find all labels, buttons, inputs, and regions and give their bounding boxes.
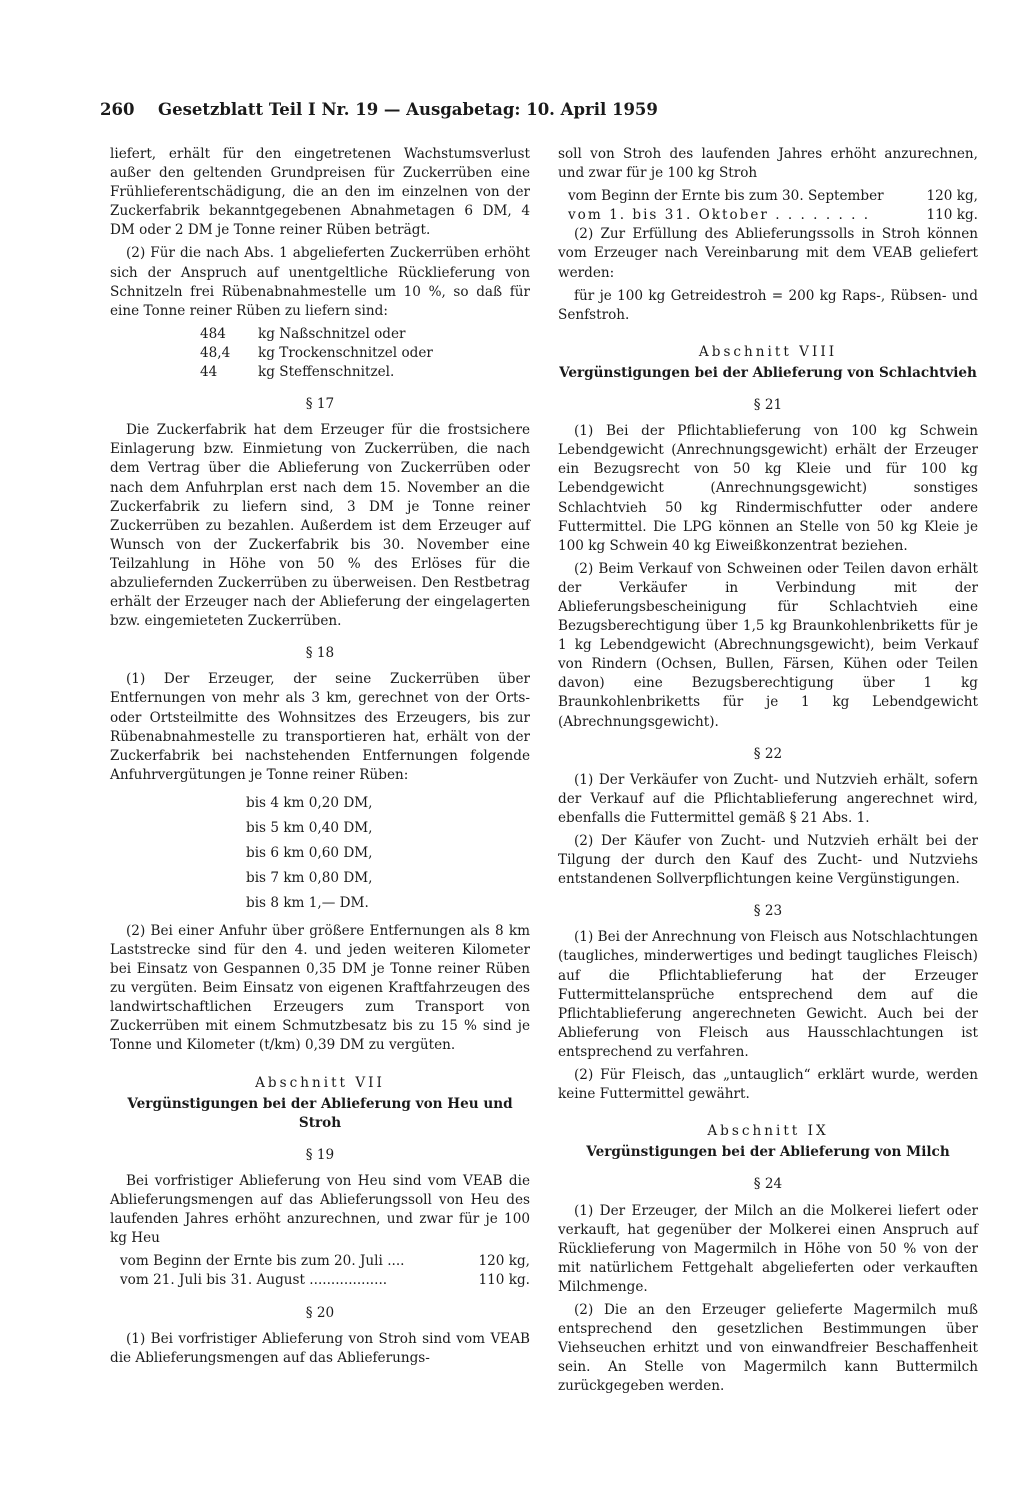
paragraph: (1) Der Verkäufer von Zucht- und Nutzvieh erhält, sofern der Verkauf auf die Pflichtablieferung angerechnet wird, ebenfalls die Futtermittel gemäß § 21 Abs. 1. bbox=[558, 771, 978, 826]
abschnitt-title: Vergünstigungen bei der Ablieferung von Schlachtvieh bbox=[559, 364, 977, 381]
paragraph: (1) Bei der Pflichtablieferung von 100 kg Schwein Lebendgewicht (Anrechnungsgewicht) erhält der Erzeuger ein Bezugsrecht von 50 kg Kleie und für 100 kg Lebendgewicht (Anrechnungsgewicht) sonstiges Schlachtvieh 50 kg Rindermischfutter oder andere Futtermittel. Die LPG können an Stelle von 50 kg Kleie je 100 kg Schwein 40 kg Eiweißkonzentrat beziehen. bbox=[558, 423, 978, 554]
page-header bbox=[100, 100, 658, 119]
paragraph: (2) Beim Verkauf von Schweinen oder Teilen davon erhält der Verkäufer in Verbindung mit der Ablieferungsbescheinigung für Schlachtvieh eine Bezugsberechtigung über 1,5 kg Braunkohlenbriketts für je 1 kg Lebendgewicht (Abrechnungsgewicht), beim Verkauf von Rindern (Ochsen, Bullen, Färsen, Kühen oder Teilen davon) eine Bezugsberechtigung über 1 kg Braunkohlenbriketts für je 1 kg Lebendgewicht (Abrechnungsgewicht). bbox=[558, 560, 978, 730]
page-number: 260 bbox=[100, 100, 135, 119]
paragraph: Bei vorfristiger Ablieferung von Heu sind vom VEAB die Ablieferungsmengen auf das Ablieferungssoll von Heu des laufenden Jahres erhöht anzurechnen, und zwar für je 100 kg Heu bbox=[110, 1172, 530, 1247]
gazette-title: Gesetzblatt Teil I Nr. 19 — Ausgabetag: 10. April 1959 bbox=[158, 100, 658, 119]
list-item: bis 5 km 0,40 DM, bbox=[246, 819, 373, 836]
list-item: vom Beginn der Ernte bis zum 20. Juli .... 120 kg, bbox=[120, 1253, 530, 1270]
paragraph: Die Zuckerfabrik hat dem Erzeuger für die frostsichere Einlagerung bzw. Einmietung von Zuckerrüben, die nach dem Vertrag über die Ablieferung von Zuckerrüben oder nach dem Anfuhrplan erst nach dem 15. November an die Zuckerfabrik zu liefern sind, 3 DM je Tonne reiner Zuckerrüben zu bezahlen. Außerdem ist dem Erzeuger auf Wunsch von der Zuckerfabrik bis 30. November eine Teilzahlung in Höhe von 50 % des Erlöses für die abzuliefernden Zuckerrüben zu überweisen. Den Restbetrag erhält der Erzeuger nach der Ablieferung der eingelagerten bzw. eingemieteten Zuckerrüben. bbox=[110, 422, 530, 630]
list-item: bis 4 km 0,20 DM, bbox=[246, 794, 373, 811]
section-heading-20: § 20 bbox=[305, 1304, 335, 1321]
abschnitt-title: Vergünstigungen bei der Ablieferung von Heu und Stroh bbox=[127, 1095, 513, 1131]
paragraph: (2) Für Fleisch, das „untauglich“ erklärt wurde, werden keine Futtermittel gewährt. bbox=[558, 1067, 978, 1103]
paragraph: soll von Stroh des laufenden Jahres erhöht anzurechnen, und zwar für je 100 kg Stroh bbox=[558, 146, 978, 182]
section-heading-22: § 22 bbox=[753, 745, 783, 762]
paragraph: (2) Der Käufer von Zucht- und Nutzvieh erhält bei der Tilgung der durch den Kauf des Zucht- und Nutzviehs entstandenen Sollverpflichtungen keine Vergünstigungen. bbox=[558, 833, 978, 888]
abschnitt-heading: Abschnitt IX bbox=[707, 1123, 829, 1140]
list-item: vom 1. bis 31. Oktober . . . . . . . . 110 kg. bbox=[568, 207, 978, 224]
heu-tariff bbox=[110, 1252, 530, 1290]
list-item: 48,4 kg Trockenschnitzel oder bbox=[200, 344, 433, 361]
paragraph: (2) Für die nach Abs. 1 abgelieferten Zuckerrüben erhöht sich der Anspruch auf unentgeltliche Rücklieferung von Schnitzeln frei Rübenabnahmestelle um 10 %, so daß für eine Tonne reiner Rüben zu liefern sind: bbox=[110, 245, 530, 319]
paragraph: (2) Bei einer Anfuhr über größere Entfernungen als 8 km Laststrecke sind für den 4. und jeden weiteren Kilometer bei Einsatz von Gespannen 0,35 DM je Tonne reiner Rüben zu vergüten. Beim Einsatz von eigenen Kraftfahrzeugen des landwirtschaftlichen Erzeugers zum Transport von Zuckerrüben mit einem Schmutzbesatz bis zu 15 % sind je Tonne und Kilometer (t/km) 0,39 DM zu vergüten. bbox=[110, 922, 530, 1054]
paragraph: (2) Die an den Erzeuger gelieferte Magermilch muß entsprechend den gesetzlichen Bestimmungen über Viehseuchen erhitzt und von einwandfreier Beschaffenheit sein. An Stelle von Magermilch kann Buttermilch zurückgegeben werden. bbox=[558, 1301, 978, 1395]
schnitzel-list bbox=[110, 325, 530, 382]
section-heading-24: § 24 bbox=[753, 1176, 783, 1193]
section-heading-23: § 23 bbox=[753, 903, 783, 920]
paragraph: (1) Bei vorfristiger Ablieferung von Stroh sind vom VEAB die Ablieferungsmengen auf das Ablieferungs- bbox=[110, 1330, 530, 1366]
section-heading-21: § 21 bbox=[753, 397, 783, 414]
paragraph: (2) Zur Erfüllung des Ablieferungssolls in Stroh können vom Erzeuger nach Vereinbarung mit dem VEAB geliefert werden: bbox=[558, 226, 978, 281]
list-item: 44 kg Steffenschnitzel. bbox=[200, 364, 395, 381]
section-heading-19: § 19 bbox=[305, 1146, 335, 1163]
paragraph: (1) Der Erzeuger, der seine Zuckerrüben über Entfernungen von mehr als 3 km, gerechnet von der Orts- oder Ortsteilmitte des Wohnsitzes des Erzeugers, bis zur Rübenabnahmestelle zu transportieren hat, erhält von der Zuckerfabrik bei nachstehenden Entfernungen folgende Anfuhrvergütungen je Tonne reiner Rüben: bbox=[110, 671, 530, 783]
list-item: vom 21. Juli bis 31. August .................. 110 kg. bbox=[120, 1272, 530, 1289]
paragraph: liefert, erhält für den eingetretenen Wachstumsverlust außer den geltenden Grundpreisen für Zuckerrüben eine Frühlieferentschädigung, die an den im einzelnen von der Zuckerfabrik bekanntgegebenen Abnahmetagen 6 DM, 4 DM oder 2 DM je Tonne reiner Rüben beträgt. bbox=[110, 146, 530, 239]
section-heading-18: § 18 bbox=[305, 645, 335, 662]
abschnitt-title: Vergünstigungen bei der Ablieferung von Milch bbox=[586, 1144, 950, 1161]
list-item: bis 7 km 0,80 DM, bbox=[246, 869, 373, 886]
stroh-tariff bbox=[558, 187, 978, 225]
list-item: 484 kg Naßschnitzel oder bbox=[200, 325, 406, 342]
abschnitt-heading: Abschnitt VIII bbox=[698, 343, 838, 360]
paragraph: (1) Der Erzeuger, der Milch an die Molkerei liefert oder verkauft, hat gegenüber der Molkerei einen Anspruch auf Rücklieferung von Magermilch in Höhe von 50 % von der mit natürlichem Fettgehalt abgelieferten oder verkauften Milchmenge. bbox=[558, 1202, 978, 1295]
right-column bbox=[558, 145, 978, 1400]
distance-list bbox=[110, 791, 530, 916]
list-item: bis 8 km 1,— DM. bbox=[246, 894, 369, 911]
list-item: vom Beginn der Ernte bis zum 30. September 120 kg, bbox=[568, 188, 978, 205]
left-column bbox=[110, 145, 530, 1372]
paragraph: für je 100 kg Getreidestroh = 200 kg Raps-, Rübsen- und Senfstroh. bbox=[558, 287, 978, 323]
section-heading-17: § 17 bbox=[305, 396, 335, 413]
list-item: bis 6 km 0,60 DM, bbox=[246, 844, 373, 861]
abschnitt-heading: Abschnitt VII bbox=[255, 1074, 385, 1091]
paragraph: (1) Bei der Anrechnung von Fleisch aus Notschlachtungen (taugliches, minderwertiges und bedingt taugliches Fleisch) auf die Pflichtablieferung hat der Erzeuger Futtermittelansprüche entsprechend dem auf die Pflichtablieferung angerechneten Gewicht. Auch bei der Ablieferung von Fleisch aus Hausschlachtungen ist entsprechend zu verfahren. bbox=[558, 929, 978, 1060]
